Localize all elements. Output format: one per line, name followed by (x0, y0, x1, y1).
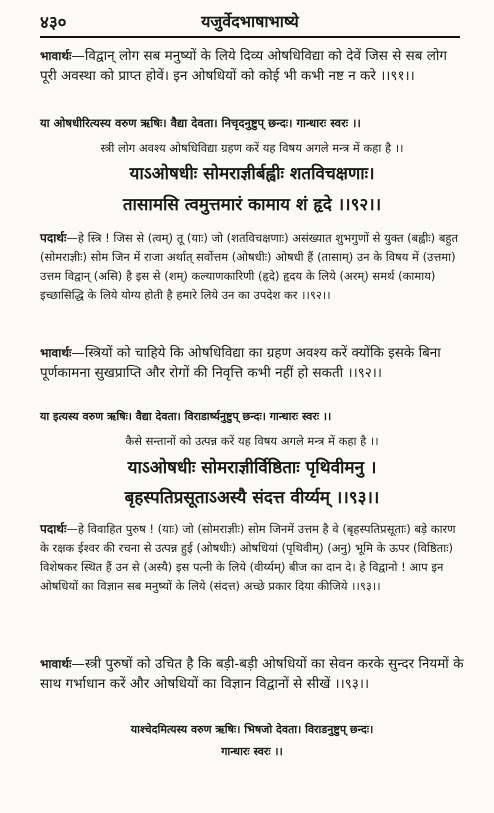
bhavartha-91 (40, 46, 464, 86)
mantra-intro-92: स्त्री लोग अवश्य ओषधिविद्या ग्रहण करें यह विषय अगले मन्त्र में कहा है ।। (100, 141, 404, 155)
page-number: ४३० (40, 13, 67, 33)
verse-93-line2: बृहस्पतिप्रसूताऽअस्यै संदत्त वीर्य्यम् ।।९३।। (124, 488, 380, 508)
bhavartha-text: —स्त्रियों को चाहिये कि ओषधिविद्या का ग्रहण अवश्य करें क्योंकि इसके बिना पूर्णकामना सुखप्राप्ति और रोगों की निवृत्ति कभी नहीं हो सकती ।।९२।। (40, 345, 441, 381)
bhavartha-label: भावार्थः (40, 657, 72, 671)
bhavartha-label: भावार्थः (40, 49, 72, 63)
padartha-92 (40, 229, 464, 305)
padartha-93 (40, 520, 464, 596)
padartha-label: पदार्थः (40, 231, 67, 245)
next-mantra-heading: याश्चेदमित्यस्य वरुण ऋषिः। भिषजो देवता। विराडनुष्टुप् छन्दः। (130, 723, 374, 736)
bhavartha-text: —विद्वान् लोग सब मनुष्यों के लिये दिव्य ओषधिविद्या को देवें जिस से सब लोग पूरी अवस्था को प्राप्त होवें। इन ओषधियों को कोई भी कभी नष्ट न करे ।।९१।। (40, 48, 447, 84)
verse-92-line2: तासामसि त्वमुत्तमारं कामाय शं हृदे ।।९२।। (122, 195, 382, 215)
padartha-label: पदार्थः (40, 522, 67, 536)
mantra-intro-93: कैसे सन्तानों को उत्पन्न करें यह विषय अगले मन्त्र में कहा है ।। (125, 434, 379, 448)
padartha-text: —हे स्त्रि ! जिस से (त्वम्) तू (याः) जो (शतविचक्षणाः) असंख्यात शुभगुणों से युक्त (बह्वीः) बहुत (सोमराज्ञीः) सोम जिन में राजा अर्थात् सर्वोत्तम (ओषधीः) ओषधी हैं (तासाम्) उन के विषय में (उत्तमा) उत्तम विद्वान् (असि) है इस से (शम्) कल्याणकारिणी (हृदे) हृदय के लिये (अरम्) समर्थ (कामाय) इच्छासिद्धि के लिये योग्य होती है हमारे लिये उन का उपदेश कर ।।९२।। (40, 231, 459, 302)
page-header (40, 10, 460, 34)
verse-93-line1: याऽओषधीः सोमराज्ञीर्विष्ठिताः पृथिवीमनु । (127, 458, 377, 478)
mantra-heading-93: या इत्यस्य वरुण ऋषिः। वैद्या देवता। विराडार्ष्यनुष्टुप् छन्दः। गान्धारः स्वरः ।। (40, 410, 332, 423)
next-mantra-swara: गान्धारः स्वरः ।। (221, 745, 283, 758)
bhavartha-93 (40, 654, 464, 694)
running-title: यजुर्वेदभाषाभाष्ये (201, 12, 299, 31)
bhavartha-text: —स्त्री पुरुषों को उचित है कि बड़ी-बड़ी ओषधियों का सेवन करके सुन्दर नियमों के साथ गर्भाधान करें और ओषधियों का विज्ञान विद्वानों से सीखें ।।९३।। (40, 656, 464, 692)
padartha-text: —हे विवाहित पुरुष ! (याः) जो (सोमराज्ञीः) सोम जिनमें उत्तम है वे (बृहस्पतिप्रसूताः) बड़े कारण के रक्षक ईश्वर की रचना से उत्पन्न हुई (ओषधीः) ओषधियां (पृथिवीम्) (अनु) भूमि के ऊपर (विष्ठिताः) विशेषकर स्थित हैं उन से (अस्यै) इस पत्नी के लिये (वीर्य्यम्) बीज का दान दे। हे विद्वानो ! आप इन ओषधियों का विज्ञान सब मनुष्यों के लिये (संदत्त) अच्छे प्रकार दिया कीजिये ।।९३।। (40, 522, 456, 593)
header-rule (40, 36, 460, 38)
verse-92-line1: याऽओषधीः सोमराज्ञीर्बह्वीः शतविचक्षणाः। (129, 164, 375, 184)
mantra-heading-92: या ओषधीरित्यस्य वरुण ऋषिः। वैद्या देवता। निचृदनुष्टुप् छन्दः। गान्धारः स्वरः ।। (40, 116, 361, 130)
bhavartha-92 (40, 343, 464, 383)
bhavartha-label: भावार्थः (40, 346, 72, 360)
